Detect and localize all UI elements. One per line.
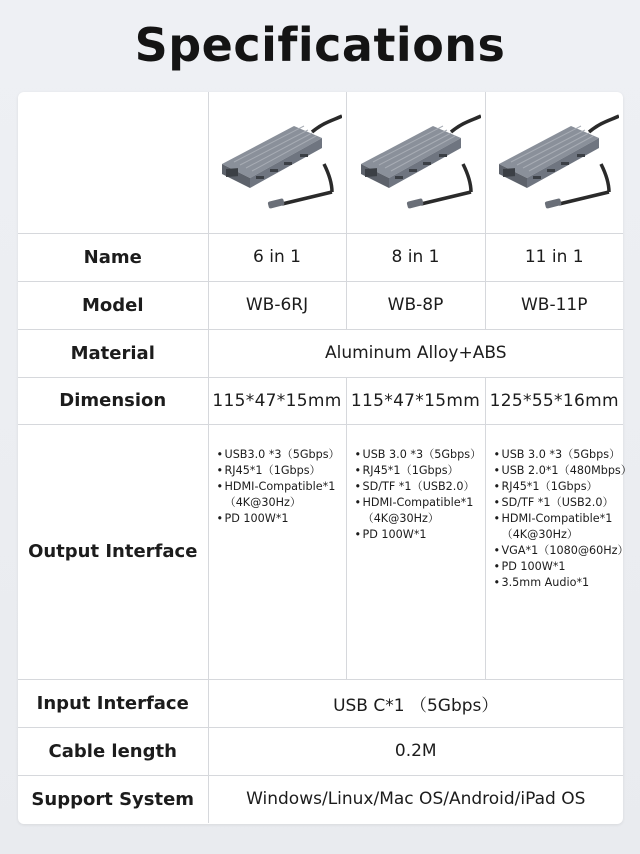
product-name: 8 in 1 (346, 233, 485, 281)
specifications-table (18, 92, 632, 823)
material-value: Aluminum Alloy+ABS (208, 329, 623, 377)
output-interface-list-8in1 (346, 424, 485, 679)
interface-item: •USB 2.0*1（480Mbps） (493, 463, 632, 477)
interface-item: •3.5mm Audio*1 (493, 575, 590, 589)
name-row (18, 233, 623, 281)
output-interface-list-6in1 (208, 424, 346, 679)
interface-item: •SD/TF *1（USB2.0） (493, 495, 614, 509)
usb-c-hub-icon (351, 112, 481, 212)
interface-item: •USB 3.0 *3（5Gbps） (493, 447, 621, 461)
page-title: Specifications (134, 18, 506, 72)
interface-item: •SD/TF *1（USB2.0） (354, 479, 475, 493)
product-model: WB-8P (346, 281, 485, 329)
interface-item: •RJ45*1（1Gbps） (493, 479, 598, 493)
interface-item: （4K@30Hz） (362, 511, 440, 525)
dimension-row (18, 377, 623, 424)
product-name: 11 in 1 (485, 233, 623, 281)
support-system-label: Support System (18, 775, 208, 823)
input-interface-row (18, 679, 623, 727)
interface-item: •HDMI-Compatible*1 (216, 479, 336, 493)
interface-item: •HDMI-Compatible*1 (493, 511, 613, 525)
interface-item: •RJ45*1（1Gbps） (354, 463, 459, 477)
usb-c-hub-icon (489, 112, 619, 212)
product-image-8in1 (346, 92, 485, 233)
cable-length-label: Cable length (18, 727, 208, 775)
interface-item: •USB 3.0 *3（5Gbps） (354, 447, 482, 461)
cable-length-row (18, 727, 623, 775)
support-system-row (18, 775, 623, 823)
interface-item: •PD 100W*1 (354, 527, 427, 541)
output-interface-row (18, 424, 623, 679)
material-row (18, 329, 623, 377)
support-system-value: Windows/Linux/Mac OS/Android/iPad OS (208, 775, 623, 823)
interface-item: （4K@30Hz） (224, 495, 302, 509)
product-image-11in1 (485, 92, 623, 233)
product-dimension: 125*55*16mm (485, 377, 623, 424)
material-label: Material (18, 329, 208, 377)
product-model: WB-6RJ (208, 281, 346, 329)
interface-item: •VGA*1（1080@60Hz） (493, 543, 629, 557)
specifications-table-card (18, 92, 632, 824)
product-dimension: 115*47*15mm (346, 377, 485, 424)
product-dimension: 115*47*15mm (208, 377, 346, 424)
model-row (18, 281, 623, 329)
output-interface-label: Output Interface (18, 424, 208, 679)
dimension-label: Dimension (18, 377, 208, 424)
interface-item: •HDMI-Compatible*1 (354, 495, 474, 509)
product-name: 6 in 1 (208, 233, 346, 281)
model-label: Model (18, 281, 208, 329)
empty-corner-cell (18, 92, 208, 233)
interface-item: •RJ45*1（1Gbps） (216, 463, 321, 477)
interface-item: •USB3.0 *3（5Gbps） (216, 447, 340, 461)
product-image-6in1 (208, 92, 346, 233)
name-label: Name (18, 233, 208, 281)
product-image-row (18, 92, 623, 233)
output-interface-list-11in1 (485, 424, 632, 679)
interface-item: •PD 100W*1 (493, 559, 566, 573)
product-model: WB-11P (485, 281, 623, 329)
interface-item: （4K@30Hz） (501, 527, 579, 541)
cable-length-value: 0.2M (208, 727, 623, 775)
input-interface-label: Input Interface (18, 679, 208, 727)
input-interface-value: USB C*1 （5Gbps） (208, 679, 623, 727)
usb-c-hub-icon (212, 112, 342, 212)
interface-item: •PD 100W*1 (216, 511, 289, 525)
